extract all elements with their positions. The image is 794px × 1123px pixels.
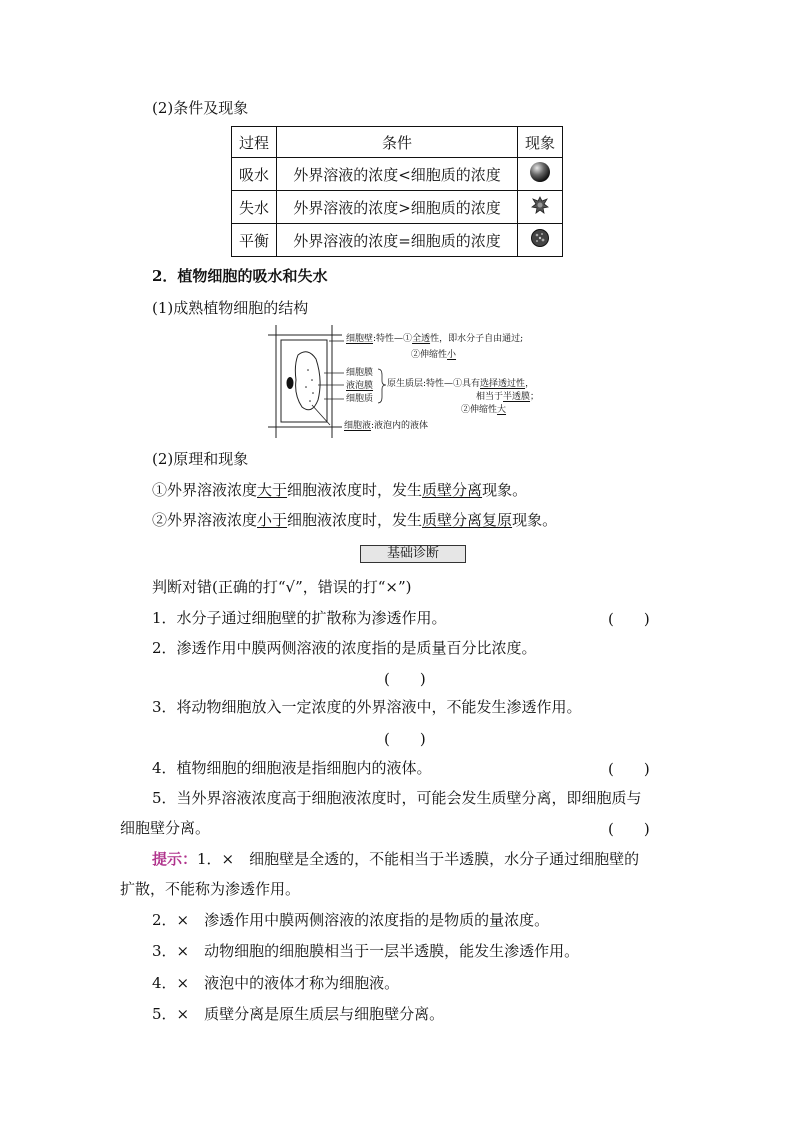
- line1-plasmolysis: 质壁分离: [422, 481, 483, 499]
- judge-item-4: 4．植物细胞的细胞液是指细胞内的液体。: [152, 759, 432, 777]
- principle-line-2: [152, 510, 557, 530]
- protoplasm-line2a: 相当于: [476, 392, 504, 402]
- protoplasm-elasticity-value: 大: [497, 405, 507, 415]
- answer-blank-2: ( ): [384, 670, 426, 688]
- protoplasm-elasticity-text: ②伸缩性: [461, 405, 498, 415]
- subheading-principle: (2)原理和现象: [152, 450, 249, 468]
- table-row: [232, 191, 563, 224]
- protoplasm-semipermeable: [476, 391, 539, 403]
- answer-blank-5: ( ): [608, 820, 650, 838]
- hint-1: [152, 849, 639, 869]
- header-process: 过程: [232, 127, 277, 158]
- line2-a: ②外界溶液浓度: [152, 511, 258, 529]
- answer-blank-3: ( ): [384, 730, 426, 748]
- row-process: 平衡: [232, 224, 277, 257]
- table-header-row: [232, 127, 563, 158]
- judge-intro: 判断对错(正确的打“√”，错误的打“×”): [152, 578, 412, 596]
- normal-cell-icon: [518, 224, 563, 257]
- header-phenomenon: 现象: [518, 127, 563, 158]
- cell-wall-label: [346, 333, 523, 345]
- protoplasm-text2: ，: [525, 379, 535, 389]
- cell-wall-elasticity: [411, 349, 456, 361]
- hint-1-text: 1．× 细胞壁是全透的，不能相当于半透膜，水分子通过细胞壁的: [197, 850, 640, 868]
- subheading-structure: (1)成熟植物细胞的结构: [152, 299, 309, 317]
- cell-sap-term: 细胞液: [344, 421, 372, 431]
- row-process: 吸水: [232, 158, 277, 191]
- heading-water-absorption: 2．植物细胞的吸水和失水: [152, 267, 328, 285]
- conditions-table: [231, 126, 563, 257]
- row-condition: 外界溶液的浓度>细胞质的浓度: [277, 191, 518, 224]
- hint-label: 提示：: [152, 850, 198, 868]
- header-condition: 条件: [277, 127, 518, 158]
- shrunken-cell-icon: [518, 191, 563, 224]
- line1-b: 细胞液浓度时，发生: [287, 481, 423, 499]
- swollen-cell-icon: [518, 158, 563, 191]
- judge-item-1: 1．水分子通过细胞壁的扩散称为渗透作用。: [152, 609, 447, 627]
- cell-wall-full-permeable: 全透: [412, 334, 431, 344]
- protoplasm-elasticity: [461, 404, 506, 416]
- line2-c: 现象。: [512, 511, 558, 529]
- hint-5: 5．× 质壁分离是原生质层与细胞壁分离。: [152, 1005, 445, 1023]
- cell-wall-term: 细胞壁: [346, 334, 374, 344]
- row-condition: 外界溶液的浓度=细胞质的浓度: [277, 224, 518, 257]
- line2-b: 细胞液浓度时，发生: [287, 511, 423, 529]
- table-row: [232, 224, 563, 257]
- line1-c: 现象。: [482, 481, 528, 499]
- cell-wall-text2: 性，即水分子自由通过;: [430, 334, 524, 344]
- judge-item-2: 2．渗透作用中膜两侧溶液的浓度指的是质量百分比浓度。: [152, 639, 537, 657]
- line2-less: 小于: [257, 511, 288, 529]
- cell-wall-elasticity-text: ②伸缩性: [411, 350, 448, 360]
- protoplasm-line2b: ；: [530, 392, 540, 402]
- table-row: [232, 158, 563, 191]
- hint-4: 4．× 液泡中的液体才称为细胞液。: [152, 974, 400, 992]
- row-condition: 外界溶液的浓度<细胞质的浓度: [277, 158, 518, 191]
- protoplasm-line2u: 半透膜: [503, 392, 531, 402]
- membrane-label: 细胞膜: [346, 368, 374, 378]
- basic-diagnosis-banner: 基础诊断: [360, 545, 466, 563]
- protoplasm-text: 原生质层:特性—①具有: [387, 379, 481, 389]
- hint-1-cont: 扩散，不能称为渗透作用。: [120, 880, 301, 898]
- cell-wall-text: :特性—①: [373, 334, 413, 344]
- hint-3: 3．× 动物细胞的细胞膜相当于一层半透膜，能发生渗透作用。: [152, 942, 580, 960]
- judge-item-5: 5．当外界溶液浓度高于细胞液浓度时，可能会发生质壁分离，即细胞质与: [152, 789, 642, 807]
- section-title: (2)条件及现象: [152, 99, 249, 117]
- hint-2: 2．× 渗透作用中膜两侧溶液的浓度指的是物质的量浓度。: [152, 911, 550, 929]
- protoplasm-layer-label: [387, 378, 534, 390]
- row-process: 失水: [232, 191, 277, 224]
- cell-sap-text: :液泡内的液体: [371, 421, 429, 431]
- cell-sap-label: [344, 420, 428, 432]
- line1-greater: 大于: [257, 481, 288, 499]
- protoplasm-selective: 选择透过性: [480, 379, 526, 389]
- answer-blank-4: ( ): [608, 760, 650, 778]
- principle-line-1: [152, 480, 527, 500]
- vacuole-membrane-label: 液泡膜: [346, 381, 374, 391]
- judge-item-5-cont: 细胞壁分离。: [120, 819, 211, 837]
- cell-wall-elasticity-value: 小: [447, 350, 457, 360]
- line1-a: ①外界溶液浓度: [152, 481, 258, 499]
- judge-item-3: 3．将动物细胞放入一定浓度的外界溶液中，不能发生渗透作用。: [152, 698, 582, 716]
- cytoplasm-label: 细胞质: [346, 394, 374, 404]
- answer-blank-1: ( ): [608, 610, 650, 628]
- line2-deplasmolysis: 质壁分离复原: [422, 511, 513, 529]
- plant-cell-diagram: [268, 325, 568, 440]
